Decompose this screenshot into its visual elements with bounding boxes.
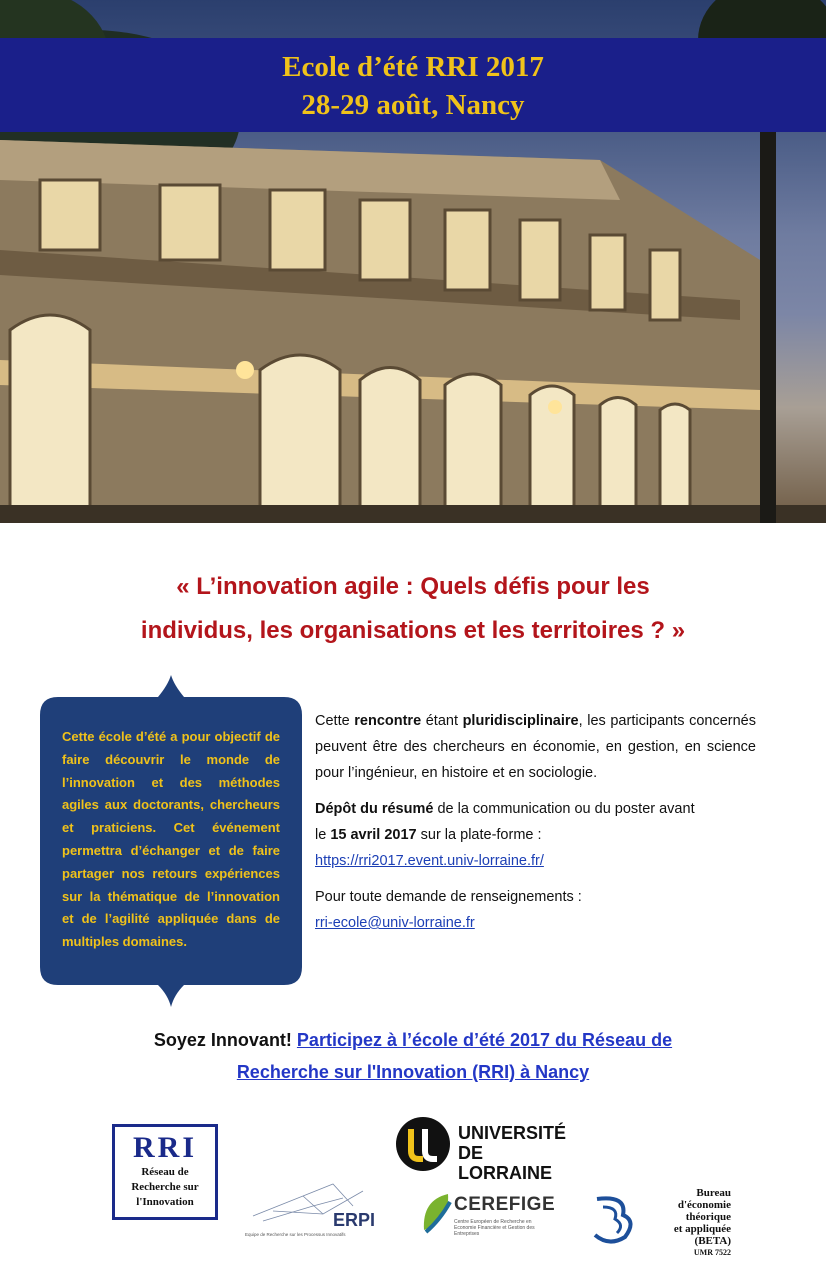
event-date-location: 28-29 août, Nancy bbox=[301, 89, 525, 121]
rri-logo-line: Recherche sur bbox=[131, 1181, 199, 1193]
theme-heading bbox=[60, 565, 766, 653]
details-column bbox=[315, 708, 756, 946]
cta-link-1[interactable]: Participez à l’école d’été 2017 du Réseau de bbox=[296, 1030, 673, 1050]
theme-line-2: individus, les organisations et les territoires ? » bbox=[140, 617, 686, 644]
universite-lorraine-logo bbox=[396, 1117, 576, 1183]
beta-text-line: théorique bbox=[685, 1211, 731, 1223]
callout-text: Cette école d’été a pour objectif de faire découvrir le monde de l’innovation et des méthodes agiles aux doctorants, chercheurs et praticiens. Cet événement permettra d’échanger et de faire partager nos retours expériences sur la thématique de l’innovation et de l’agilité appliquée dans de multiples domaines. bbox=[62, 729, 280, 950]
erpi-text: ERPI bbox=[333, 1210, 376, 1230]
beta-logo bbox=[583, 1187, 733, 1257]
contact-paragraph bbox=[315, 884, 756, 936]
bold-pluridisciplinaire: pluridisciplinaire bbox=[462, 713, 579, 729]
rri-logo-line: Réseau de bbox=[141, 1166, 189, 1178]
cerefige-text: CEREFIGE bbox=[454, 1194, 556, 1215]
erpi-network-icon bbox=[243, 1176, 393, 1242]
text-span: , les participants concernés peuvent être des chercheurs en économie, en gestion, en science pour l’ingénieur, en histoire et en sociologie. bbox=[315, 713, 756, 781]
cta-link-2[interactable]: Recherche sur l'Innovation (RRI) à Nancy bbox=[236, 1062, 590, 1082]
cerefige-leaf-icon bbox=[420, 1190, 452, 1238]
ul-text-line-1: UNIVERSITÉ bbox=[458, 1123, 567, 1143]
ul-emblem-icon bbox=[396, 1117, 450, 1171]
ul-text-line-2: DE LORRAINE bbox=[458, 1143, 552, 1183]
contact-email-link[interactable]: rri-ecole@univ-lorraine.fr bbox=[315, 915, 475, 931]
beta-text-line: et appliquée bbox=[673, 1223, 731, 1235]
rri-logo-line: l'Innovation bbox=[136, 1196, 194, 1208]
bold-rencontre: rencontre bbox=[354, 713, 422, 729]
text-span: le bbox=[315, 827, 331, 843]
cta-lead: Soyez Innovant! bbox=[153, 1030, 297, 1050]
intro-callout bbox=[40, 697, 302, 985]
text-span: étant bbox=[421, 713, 463, 729]
beta-text-line: Bureau bbox=[696, 1187, 731, 1199]
beta-emblem-icon bbox=[583, 1191, 639, 1247]
submission-paragraph bbox=[315, 796, 756, 874]
text-span: sur la plate-forme : bbox=[416, 827, 542, 843]
event-title: Ecole d’été RRI 2017 bbox=[282, 51, 544, 83]
bold-deadline: 15 avril 2017 bbox=[330, 827, 417, 843]
participants-paragraph bbox=[315, 708, 756, 786]
bold-depot: Dépôt du résumé bbox=[315, 801, 434, 817]
erpi-subtext: Equipe de Recherche sur les Processus Innovatifs bbox=[245, 1232, 346, 1237]
theme-line-1: « L’innovation agile : Quels défis pour les bbox=[176, 573, 650, 600]
beta-text-line: (BETA) bbox=[694, 1235, 731, 1247]
text-span: Pour toute demande de renseignements : bbox=[315, 889, 582, 905]
text-span: de la communication ou du poster avant bbox=[433, 801, 695, 817]
call-to-action bbox=[60, 1024, 766, 1088]
cerefige-subtext: Centre Européen de Recherche en Economie Financière et Gestion des Entreprises bbox=[454, 1219, 535, 1237]
text-span: Cette bbox=[315, 713, 355, 729]
rri-logo-text: RRI bbox=[132, 1131, 197, 1164]
title-banner bbox=[0, 38, 826, 132]
platform-link[interactable]: https://rri2017.event.univ-lorraine.fr/ bbox=[315, 853, 544, 869]
rri-logo bbox=[112, 1124, 218, 1220]
erpi-logo bbox=[243, 1176, 393, 1242]
beta-text-line: d'économie bbox=[677, 1199, 731, 1211]
cerefige-logo bbox=[420, 1190, 556, 1240]
beta-umr: UMR 7522 bbox=[693, 1248, 731, 1257]
